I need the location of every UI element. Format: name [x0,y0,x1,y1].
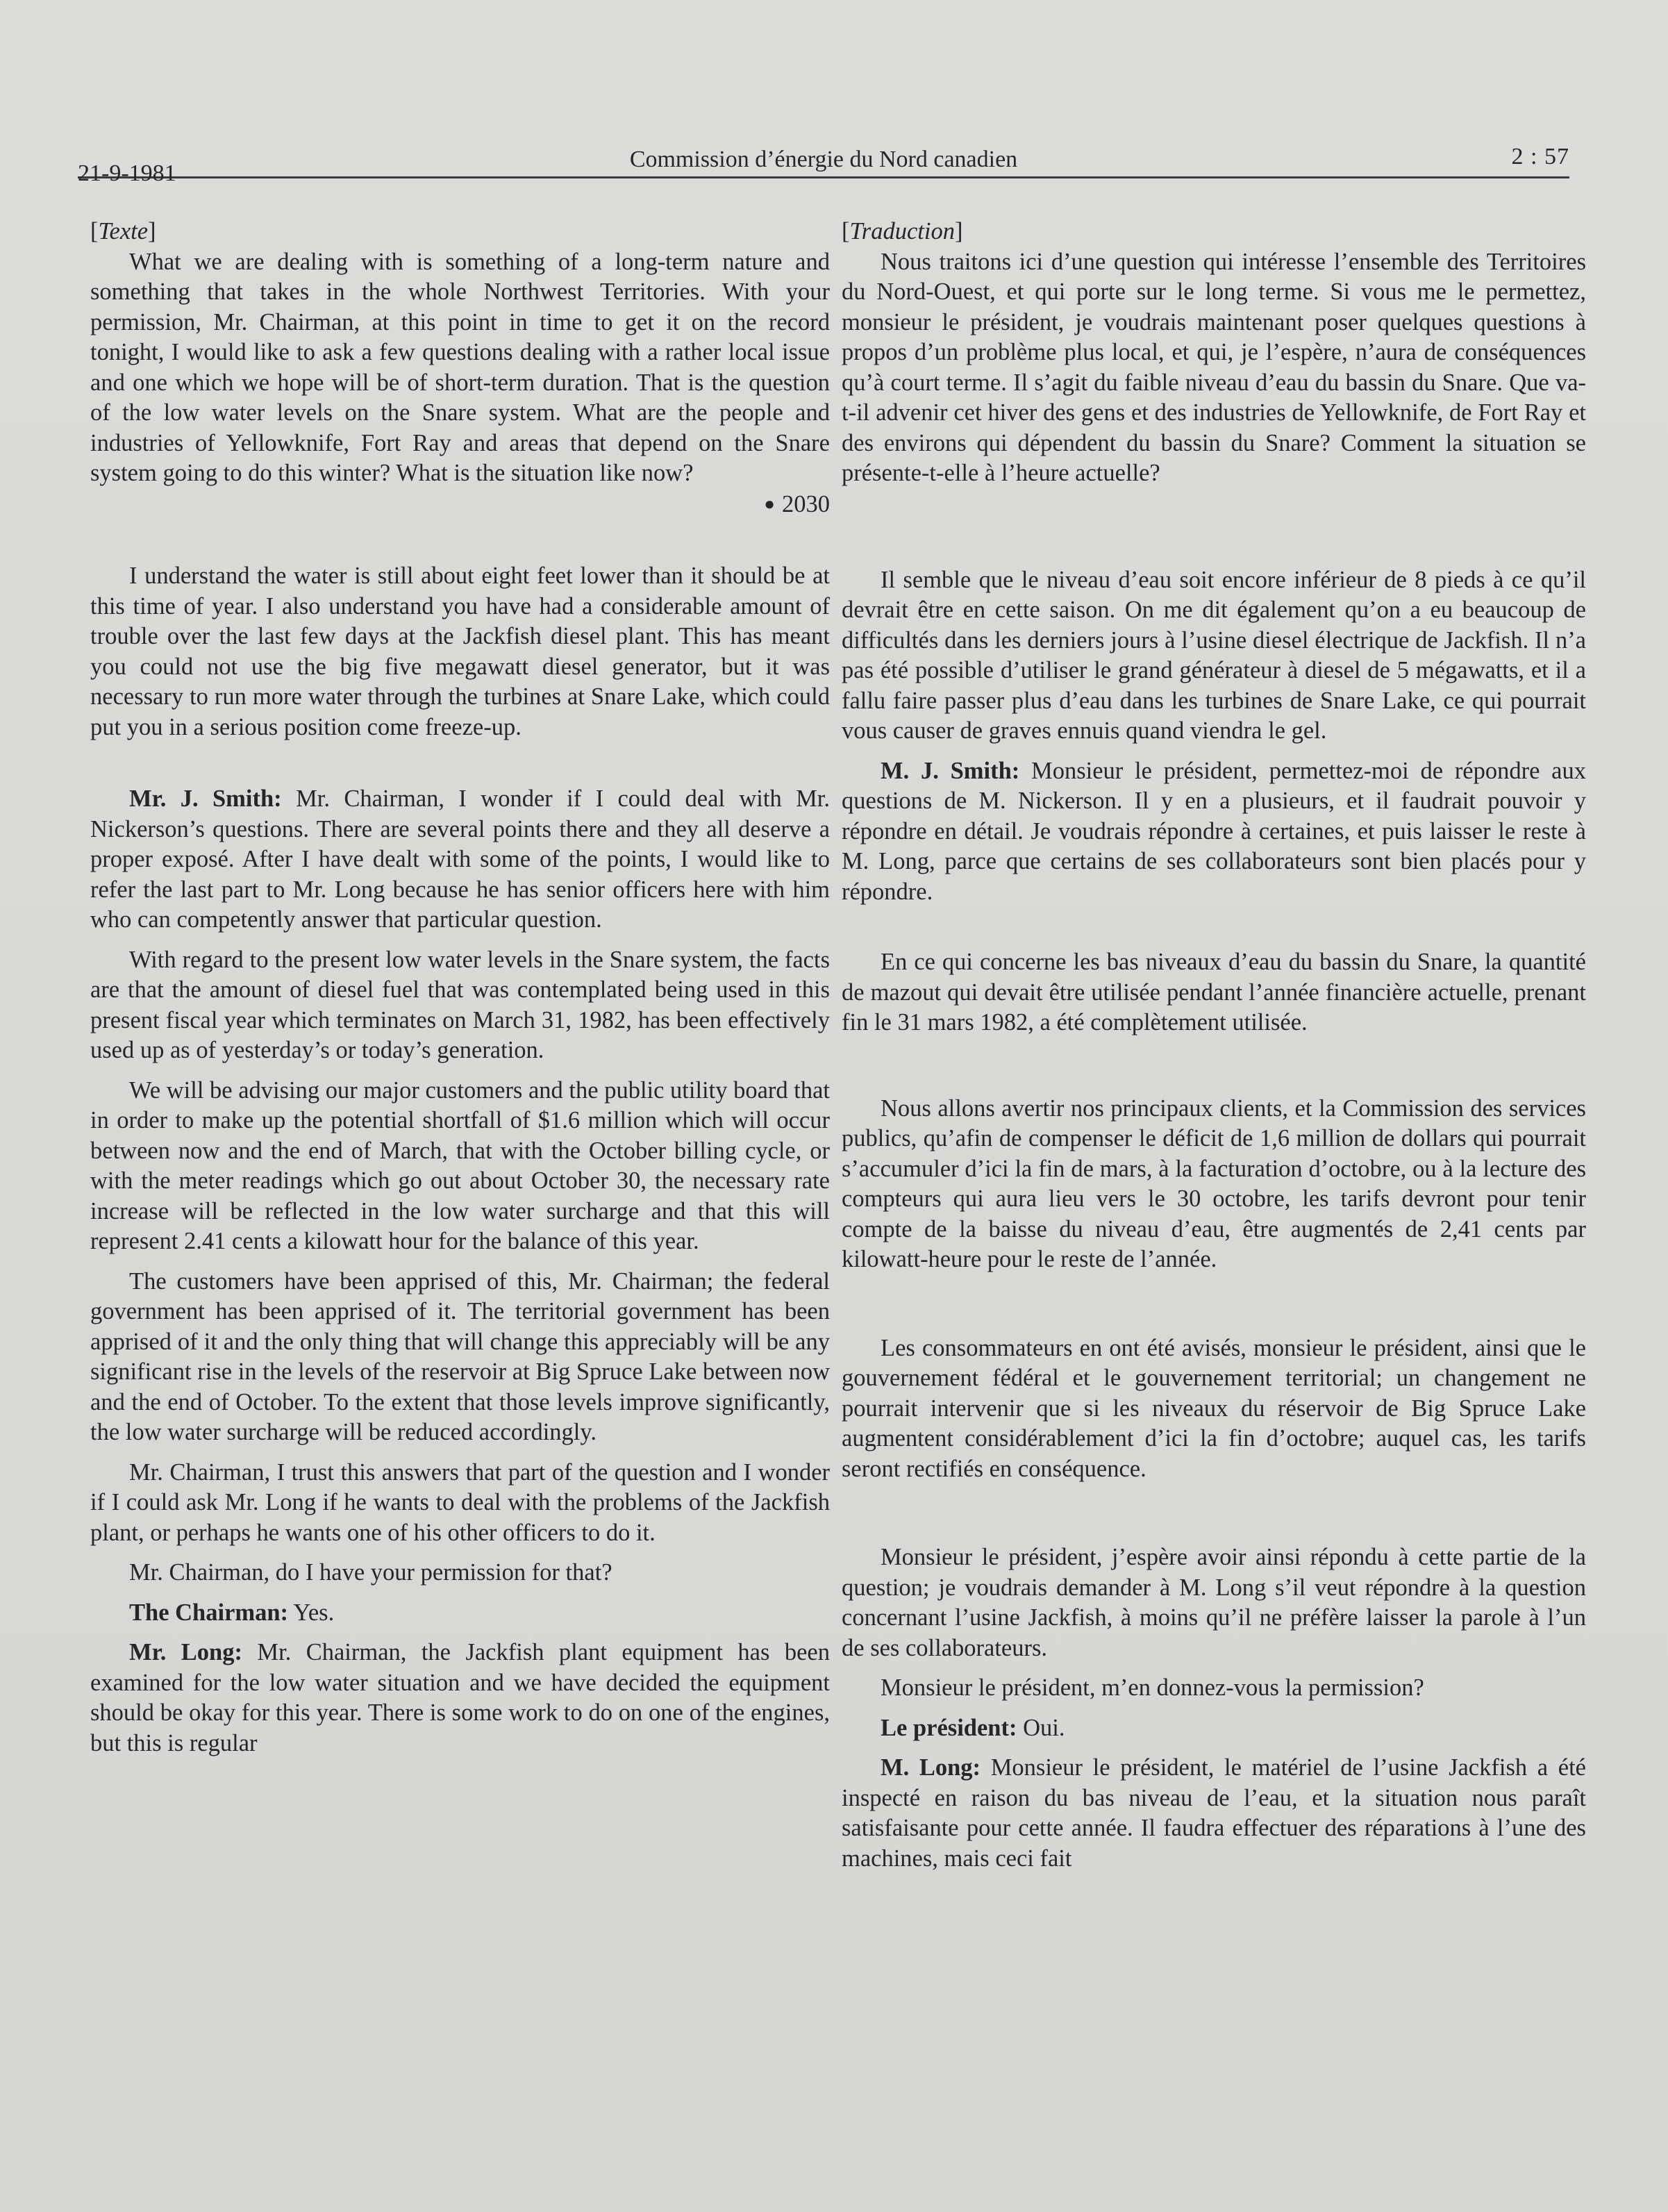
speaker-paragraph: M. J. Smith: Monsieur le président, permettez-moi de répondre aux questions de M. Nickerson. Il y en a plusieurs, et il faudrait pouvoir y répondre en détail. Je voudrais répondre à certaines, et puis laisser le reste à M. Long, parce que certains de ses collaborateurs sont bien placés pour y répondre. [842,757,1586,905]
paragraph: The customers have been apprised of this, Mr. Chairman; the federal government has been apprised of it. The territorial government has been apprised of it and the only thing that will change this appreciably will be any significant rise in the levels of the reservoir at Big Spruce Lake between now and the end of October. To the extent that those levels improve significantly, the low water surcharge will be reduced accordingly. [90,1267,830,1445]
speaker-name: Mr. Long: [129,1639,242,1665]
section-label-texte: [Texte] [90,218,156,244]
speaker-name: The Chairman: [129,1599,289,1626]
header-title: Commission d’énergie du Nord canadien [629,147,1018,172]
paragraph: What we are dealing with is something of a long-term nature and something that takes in the whole Northwest Territories. With your permission, Mr. Chairman, at this point in time to get it on the record tonight, I would like to ask a few questions dealing with a rather local issue and one which we hope will be of short-term duration. That is the question of the low water levels on the Snare system. What are the people and industries of Yellowknife, Fort Ray and areas that depend on the Snare system going to do this winter? What is the situation like now? [90,248,830,486]
paragraph: Monsieur le président, j’espère avoir ainsi répondu à cette partie de la question; je voudrais demander à M. Long s’il veut répondre à la question concernant l’usine Jackfish, à moins qu’il ne préfère laisser la parole à l’un de ses collaborateurs. [842,1544,1586,1661]
paragraph: Nous traitons ici d’une question qui intéresse l’ensemble des Territoires du Nord-Ouest, et qui porte sur le long terme. Si vous me le permettez, monsieur le président, je voudrais maintenant poser quelques questions à propos d’un problème plus local, et qui, je l’espère, n’aura de conséquences qu’à court terme. Il s’agit du faible niveau d’eau du bassin du Snare. Que va-t-il advenir cet hiver des gens et des industries de Yellowknife, de Fort Ray et des environs qui dépendent du bassin du Snare? Comment la situation se présente-t-elle à l’heure actuelle? [842,248,1586,486]
paragraph: I understand the water is still about eight feet lower than it should be at this time of year. I also understand you have had a considerable amount of trouble over the last few days at the Jackfish diesel plant. This has meant you could not use the big five megawatt diesel generator, but it was necessary to run more water through the turbines at Snare Lake, which could put you in a serious position come freeze-up. [90,563,830,740]
timestamp: ● 2030 [764,490,830,517]
french-column [842,217,1586,1874]
speaker-paragraph: M. Long: Monsieur le président, le matériel de l’usine Jackfish a été inspecté en raison du bas niveau de l’eau, et la situation nous paraît satisfaisante pour cette année. Il faudra effectuer des réparations à l’une des machines, mais ceci fait [842,1754,1586,1872]
header-date: 21-9-1981 [78,160,176,186]
paragraph: We will be advising our major customers and the public utility board that in order to make up the potential shortfall of $1.6 million which will occur between now and the end of March, that with the October billing cycle, or with the meter readings which go out about October 30, the necessary rate increase will be reflected in the low water surcharge and that this will represent 2.41 cents a kilowatt hour for the balance of this year. [90,1076,831,1254]
speaker-name: M. Long: [881,1754,981,1781]
header-page-number: 2 : 57 [1511,144,1569,169]
speaker-paragraph: Le président: Oui. [881,1714,1065,1741]
speaker-name: Le président: [881,1714,1017,1741]
speaker-paragraph: Mr. Long: Mr. Chairman, the Jackfish plant equipment has been examined for the low water situation and we have decided the equipment should be okay for this year. There is some work to do on one of the engines, but this is regular [90,1639,830,1756]
section-label-traduction: [Traduction] [842,218,963,244]
paragraph: With regard to the present low water levels in the Snare system, the facts are that the amount of diesel fuel that was contemplated being used in this present fiscal year which terminates on March 31, 1982, has been effectively used up as of yesterday’s or today’s generation. [90,946,830,1063]
speaker-name: Mr. J. Smith: [129,785,282,812]
paragraph: Nous allons avertir nos principaux clients, et la Commission des services publics, qu’afin de compenser le déficit de 1,6 million de dollars qui pourrait s’accumuler d’ici la fin de mars, à la facturation d’octobre, ou à la lecture des compteurs qui aura lieu vers le 30 octobre, les tarifs devront pour tenir compte de la baisse du niveau d’eau, être augmentés de 2,41 cents par kilowatt-heure pour le reste de l’année. [842,1095,1586,1272]
english-column [90,217,830,1758]
paragraph: Mr. Chairman, I trust this answers that part of the question and I wonder if I could ask Mr. Long if he wants to deal with the problems of the Jackfish plant, or perhaps he wants one of his other officers to do it. [90,1458,830,1546]
paragraph: Il semble que le niveau d’eau soit encore inférieur de 8 pieds à ce qu’il devrait être en cette saison. On me dit également qu’on a eu beaucoup de difficultés dans les derniers jours à l’usine diesel électrique de Jackfish. Il n’a pas été possible d’utiliser le grand générateur à diesel de 5 mégawatts, et il a fallu faire passer plus d’eau dans les turbines de Snare Lake, ce qui pourrait vous causer de graves ennuis quand viendra le gel. [842,566,1586,744]
speaker-paragraph: The Chairman: Yes. [129,1599,335,1626]
speaker-name: M. J. Smith: [881,757,1020,784]
paragraph: En ce qui concerne les bas niveaux d’eau du bassin du Snare, la quantité de mazout qui devait être utilisée pendant l’année financière actuelle, prenant fin le 31 mars 1982, a été complètement utilisée. [842,949,1586,1036]
running-header [78,143,1569,186]
paragraph: Monsieur le président, m’en donnez-vous la permission? [881,1674,1424,1701]
speaker-paragraph: Mr. J. Smith: Mr. Chairman, I wonder if I could deal with Mr. Nickerson’s questions. There are several points there and they all deserve a proper exposé. After I have dealt with some of the points, I would like to refer the last part to Mr. Long because he has senior officers here with him who can competently answer that particular question. [90,785,830,933]
bullet-icon: ● [764,493,775,514]
paragraph: Mr. Chairman, do I have your permission for that? [129,1559,612,1586]
paragraph: Les consommateurs en ont été avisés, monsieur le président, ainsi que le gouvernement fédéral et le gouvernement territorial; un changement ne pourrait intervenir que si les niveaux du réservoir de Big Spruce Lake augmentent considérablement d’ici la fin d’octobre; auquel cas, les tarifs seront rectifiés en conséquence. [842,1334,1586,1482]
